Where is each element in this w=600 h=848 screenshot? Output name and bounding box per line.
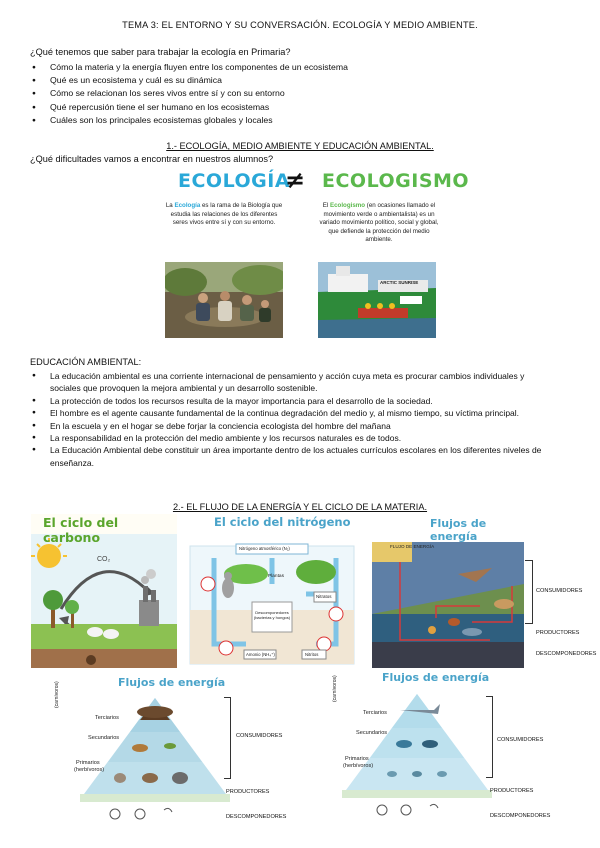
list-item: ● La protección de todos los recursos resulta de la mayor importancia para el desarrollo de la sociedad. [32, 395, 552, 407]
list-item: ● Qué es un ecosistema y cuál es su dinámica [32, 74, 348, 87]
consumers-label-1: CONSUMIDORES [536, 588, 583, 594]
tertiary-label-3: Terciarios [363, 710, 387, 716]
nitrates-label: Nitratos [316, 594, 332, 599]
page-title: TEMA 3: EL ENTORNO Y SU CONVERSACIÓN. ECOLOGÍA Y MEDIO AMBIENTE. [122, 20, 478, 30]
nitrogen-cycle-diagram [186, 514, 358, 668]
section-2-title: 2.- EL FLUJO DE LA ENERGÍA Y EL CICLO DE LA MATERIA. [172, 502, 428, 512]
decomposers-label-1: DESCOMPONEDORES [536, 651, 597, 657]
energy-flow-title-2: Flujos de energía [118, 676, 226, 689]
plants-label: Plantas [268, 574, 284, 579]
list-item: ● Cómo se relacionan los seres vivos entre sí y con su entorno [32, 87, 348, 100]
section-1-question: ¿Qué dificultades vamos a encontrar en nuestros alumnos? [30, 154, 274, 164]
energy-flow-diagram-1 [372, 514, 524, 668]
producers-label-2: PRODUCTORES [226, 789, 270, 795]
energy-pyramid-3 [342, 686, 492, 821]
section-1-title: 1.- ECOLOGÍA, MEDIO AMBIENTE Y EDUCACIÓN AMBIENTAL. [166, 141, 434, 151]
greenpeace-ship-photo [318, 262, 436, 338]
co2-label: CO₂ [97, 556, 111, 563]
not-equal-symbol: ≠ [285, 166, 306, 194]
field-research-photo [165, 262, 283, 338]
ecologismo-word: ECOLOGISMO [322, 170, 470, 192]
list-item: ● En la escuela y en el hogar se debe forjar la conciencia ecologista del hombre del mañana [32, 420, 552, 432]
producers-label-1: PRODUCTORES [536, 630, 580, 636]
secondary-label-2: Secundarios [88, 735, 120, 741]
list-item: ● El hombre es el agente causante fundamental de la continua degradación del medio y, al mismo tiempo, su víctima principal. [32, 407, 552, 419]
primary-sub-label-2: (herbívoros) [74, 767, 105, 773]
list-item: ● La educación ambiental es una corriente internacional de pensamiento y acción cuya meta es procurar cambios individuales y sociales que provoquen la mejora ambiental y un desarrollo sostenible. [32, 370, 552, 395]
list-item: ● Qué repercusión tiene el ser humano en los ecosistemas [32, 101, 348, 114]
intro-list [32, 61, 348, 127]
ecologismo-definition: El Ecologismo (en ocasiones llamado el movimiento verde o ambientalista) es un variado movimiento político, social y global, que defiende la protección del medio ambiente. [319, 202, 439, 244]
ship-name: ARCTIC SUNRISE [380, 280, 419, 285]
carbon-cycle-title: El ciclo del carbono [43, 515, 119, 545]
primary-label-2: Primarios [76, 760, 100, 766]
consumers-bracket-1 [525, 560, 533, 624]
env-ed-heading: EDUCACIÓN AMBIENTAL: [30, 357, 142, 367]
sun-flow-label: FLUJO DE ENERGÍA [390, 544, 435, 549]
carnivores-axis-label-2: (carnívoros) [54, 681, 60, 708]
consumers-bracket-2 [224, 697, 231, 779]
tertiary-label-2: Terciarios [95, 715, 119, 721]
atmospheric-nitrogen-label: Nitrógeno atmosférico (N₂) [239, 546, 290, 551]
decomposers-label-3: DESCOMPONEDORES [490, 813, 551, 819]
list-item: ● Cuáles son los principales ecosistemas globales y locales [32, 114, 348, 127]
consumers-label-2: CONSUMIDORES [236, 733, 283, 739]
energy-pyramid-2 [80, 690, 230, 825]
decomposers-label: Descomponedores (bacterias y hongos) [253, 610, 291, 620]
list-item: ● La Educación Ambiental debe constituir un área importante dentro de los actuales currículos escolares en los diferentes niveles de enseñanza. [32, 444, 552, 469]
energy-flow-title-1: Flujos de energía [430, 517, 487, 543]
primary-sub-label-3: (herbívoros) [343, 763, 374, 769]
intro-question: ¿Qué tenemos que saber para trabajar la ecología en Primaria? [30, 47, 291, 57]
ammonium-label: Amonio (NH₄⁺) [246, 652, 275, 657]
nitrogen-cycle-title: El ciclo del nitrógeno [214, 515, 351, 529]
list-item: ● Cómo la materia y la energía fluyen entre los componentes de un ecosistema [32, 61, 348, 74]
nitrites-label: Nitritos [305, 652, 319, 657]
carbon-cycle-diagram [31, 514, 177, 668]
consumers-bracket-3 [486, 696, 493, 778]
list-item: ● La responsabilidad en la protección del medio ambiente y los recursos naturales es de todos. [32, 432, 552, 444]
producers-label-3: PRODUCTORES [490, 788, 534, 794]
carnivores-axis-label-3: (carnívoros) [332, 675, 338, 702]
ecologia-word: ECOLOGÍA [178, 170, 291, 192]
consumers-label-3: CONSUMIDORES [497, 737, 544, 743]
energy-flow-title-3: Flujos de energía [382, 671, 490, 684]
primary-label-3: Primarios [345, 756, 369, 762]
ecologia-definition: La Ecología es la rama de la Biología que estudia las relaciones de los diferentes seres vivos entre sí y con su entorno. [165, 202, 283, 227]
secondary-label-3: Secundarios [356, 730, 388, 736]
decomposers-label-2: DESCOMPONEDORES [226, 814, 287, 820]
env-ed-list [32, 370, 552, 469]
